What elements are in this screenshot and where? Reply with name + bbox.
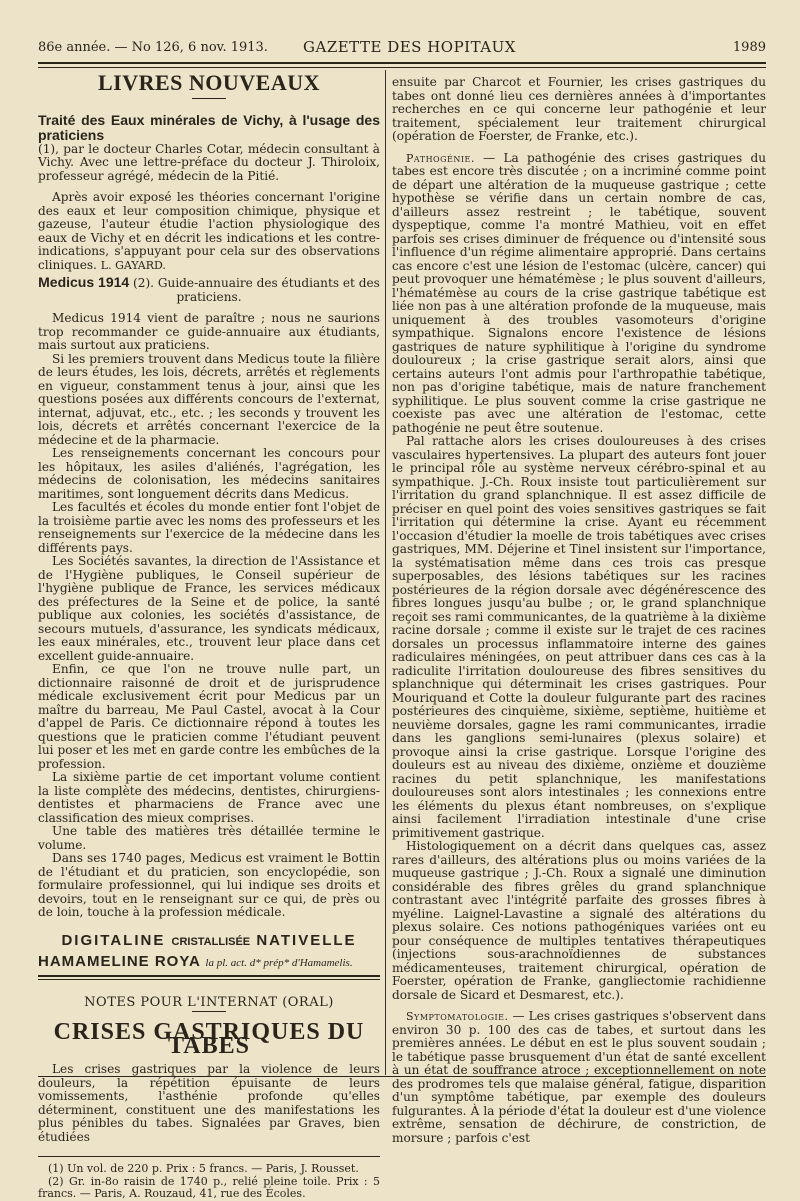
book2-review — [38, 312, 380, 920]
book2-heading: Medicus 1914 (2). Guide-annuaire des étudiants et des praticiens. — [38, 274, 380, 304]
notes-title: NOTES POUR L'INTERNAT (ORAL) — [84, 994, 334, 1010]
symptomatologie-paragraph: Symptomatologie. — Les crises gastriques s'observent dans environ 30 p. 100 des cas de tabes, et surtout dans les premières années. Le début en est le plus souvent soudain ; le tabétique passe brusquement d'un état de santé excellent à un état de souffrance atroce ; exceptionnellement on note des prodromes tels que malaise général, fatigue, disparition d'un symptôme tabétique, par exemple des douleurs fulgurantes. À la période d'état la douleur est d'une violence extrême, sensation de déchirure, de constriction, de morsure ; parfois c'est — [392, 1009, 766, 1145]
page-number: 1989 — [732, 40, 766, 55]
footnote: (2) Gr. in-8o raisin de 1740 p., relié pleine toile. Prix : 5 francs. — Paris, A. Rouzaud, 41, rue des Écoles. — [38, 1174, 380, 1200]
book2-paragraph: Les facultés et écoles du monde entier font l'objet de la troisième partie avec les noms des professeurs et les renseignements sur l'exercice de la médecine dans les différents pays. — [38, 500, 380, 555]
book2-paragraph: Enfin, ce que l'on ne trouve nulle part, un dictionnaire raisonné de droit et de jurisprudence médicale exclusivement écrit pour Medicus par un maître du barreau, Me Paul Castel, avocat à la Cour d'appel de Paris. Ce dictionnaire répond à toutes les questions que le praticien comme l'étudiant peuvent lui poser et les met en garde contre les embûches de la profession. — [38, 662, 380, 771]
article-paragraph: Histologiquement on a décrit dans quelques cas, assez rares d'ailleurs, des altérations plus ou moins variées de la muqueuse gastrique ; J.-Ch. Roux a signalé une diminution considérable des fibres grêles du grand splanchnique contrastant avec l'intégrité parfaite des grosses fibres à myéline. Laignel-Lavastine a signalé des altérations du plexus solaire. Ces notions pathogéniques variées ont eu pour conséquence de multiples tentatives thérapeutiques (injections sous-arachnoïdiennes de substances médicamenteuses, traitement chirurgical, opération de Foerster, opération de Franke, gangliectomie rachidienne dorsale de Sicard et Desmarest, etc.). — [392, 839, 766, 1002]
book1-details: (1), par le docteur Charles Cotar, médecin consultant à Vichy. Avec une lettre-préface du docteur J. Thiroloix, professeur agrégé, médecin de la Pitié. — [38, 141, 380, 183]
advertisement-hamameline: HAMAMELINE ROYA la pl. act. d* prép* d'Hamamelis. — [38, 953, 353, 970]
article-title: CRISES GASTRIQUES DU TABES — [53, 1019, 365, 1059]
book2-paragraph: Medicus 1914 vient de paraître ; nous ne saurions trop recommander ce guide-annuaire aux étudiants, mais surtout aux praticiens. — [38, 311, 380, 352]
column-divider — [385, 70, 386, 1075]
book1-review: Après avoir exposé les théories concernant l'origine des eaux et leur composition chimique, physique et gazeuse, l'auteur étudie l'action physiologique des eaux de Vichy et en décrit les indications et les contre-indications, s'appuyant pour cela sur des observations cliniques. L. GAYARD. — [38, 190, 380, 272]
reviewer-signature: L. GAYARD. — [100, 258, 166, 272]
article-paragraph: Pal rattache alors les crises douloureuses à des crises vasculaires hypertensives. La plupart des auteurs font jouer le principal rôle au système nerveux cérébro-spinal et au sympathique. J.-Ch. Roux insiste tout particulièrement sur l'irritation du grand splanchnique. Il est assez difficile de préciser en quel point des voies sensitives gastriques se fait l'irritation qui détermine la crise. Ayant eu récemment l'occasion d'étudier la moelle de trois tabétiques avec crises gastriques, MM. Déjerine et Tinel insistent sur l'importance, la systématisation même dans ces trois cas presque superposables, des lésions tabétiques sur les racines postérieures de la région dorsale avec dégénérescence des fibres longues jusqu'au bulbe ; or, le grand splanchnique reçoit ses rami communicantes, de la quatrième à la dixième racine dorsale ; comme il existe sur le trajet de ces racines dorsales un processus inflammatoire interne des gaines radiculaires méningées, on peut attribuer dans ces cas à la radiculite l'irritation douloureuse des fibres sensitives du splanchnique qui déterminait les crises gastriques. Pour Mouriquand et Cotte la douleur fulgurante part des racines postérieures des cinquième, sixième, septième, huitième et neuvième dorsales, gagne les rami communicantes, irradie dans les ganglions semi-lunaires (plexus solaire) et provoque ainsi la crise gastrique. Lorsque l'origine des douleurs est au niveau des dixième, onzième et douzième racines du petit splanchnique, les manifestations douloureuses sont alors intestinales ; les connexions entre les éléments du plexus étant nombreuses, on s'explique ainsi facilement l'irradiation intestinale d'une crise primitivement gastrique. — [392, 434, 766, 840]
footnotes — [38, 1156, 380, 1201]
left-column — [38, 70, 380, 1201]
book2-paragraph: Si les premiers trouvent dans Medicus toute la filière de leurs études, les lois, décrets, arrêtés et règlements en vigueur, constamment tenus à jour, ainsi que les questions posées aux différents concours de l'externat, internat, adjuvat, etc., etc. ; les seconds y trouvent les lois, décrets et arrêtés concernant l'exercice de la médecine et de la pharmacie. — [38, 351, 380, 447]
advertisement-digitaline: DIGITALINE CRISTALLISÉE NATIVELLE — [61, 931, 357, 949]
issue-info: 86e année. — No 126, 6 nov. 1913. — [38, 40, 268, 55]
book1-title: Traité des Eaux minérales de Vichy, à l'usage des praticiens — [38, 111, 380, 143]
article-intro: Les crises gastriques par la violence de leurs douleurs, la répétition épuisante de leurs vomissements, l'asthénie profonde qu'elles déterminent, constituent une des manifestations les plus pénibles du tabes. Signalées par Graves, bien étudiées — [38, 1062, 380, 1144]
section-title: LIVRES NOUVEAUX — [97, 70, 321, 95]
book2-paragraph: Les Sociétés savantes, la direction de l'Assistance et de l'Hygiène publiques, le Conseil supérieur de l'hygiène publique de France, les services médicaux des préfectures de la Seine et de police, la santé publique aux colonies, les sociétés d'assistance, de secours mutuels, d'assurance, les syndicats médicaux, les eaux minérales, etc., trouvent leur place dans cet excellent guide-annuaire. — [38, 554, 380, 663]
ad-rule — [38, 975, 380, 980]
pathogenie-paragraph: Pathogénie. — La pathogénie des crises gastriques du tabes est encore très discutée ; on a incriminé comme point de départ une altération de la muqueuse gastrique ; cette hypothèse se vérifie dans un certain nombre de cas, d'ailleurs assez restreint ; le tabétique, souvent dyspeptique, comme l'a montré Mathieu, voit en effet parfois ses crises diminuer de fréquence ou d'intensité sous l'influence d'un régime alimentaire approprié. Dans certains cas encore c'est une lésion de l'estomac (ulcère, cancer) qui peut provoquer une hématémèse ; le plus souvent d'ailleurs, l'hématémèse au cours de la crise gastrique tabétique est liée non pas à une altération profonde de la muqueuse, mais uniquement à des troubles vasomoteurs d'origine sympathique. Signalons encore l'existence de lésions gastriques de nature syphilitique à l'origine du syndrome douloureux ; la crise gastrique serait alors, ainsi que certains auteurs l'ont admis pour l'arthropathie tabétique, non pas d'origine tabétique, mais de nature franchement syphilitique. Le plus souvent comme la crise gastrique ne coexiste pas avec une altération de l'estomac, cette pathogénie ne peut être soutenue. — [392, 150, 766, 435]
bottom-rule — [38, 1076, 766, 1077]
journal-title: GAZETTE DES HOPITAUX — [303, 38, 516, 56]
title-rule — [192, 98, 226, 99]
header-rule — [38, 62, 766, 68]
book2-paragraph: Une table des matières très détaillée termine le volume. — [38, 824, 380, 852]
running-header — [38, 38, 766, 60]
book2-paragraph: La sixième partie de cet important volume contient la liste complète des médecins, dentistes, chirurgiens-dentistes et pharmaciens de France avec une classification des mieux comprises. — [38, 770, 380, 825]
pathogenie-heading: Pathogénie. — [406, 151, 475, 165]
right-column — [392, 76, 766, 1145]
footnote: (1) Un vol. de 220 p. Prix : 5 francs. — Paris, J. Rousset. — [48, 1162, 359, 1175]
symptomatologie-heading: Symptomatologie. — [406, 1010, 509, 1023]
notes-rule — [192, 1011, 226, 1012]
book2-paragraph: Dans ses 1740 pages, Medicus est vraiment le Bottin de l'étudiant et du praticien, son encyclopédie, son formulaire professionnel, qui lui indique ses droits et devoirs, tout en le renseignant sur ce qui, de près ou de loin, touche à la profession médicale. — [38, 851, 380, 919]
book2-paragraph: Les renseignements concernant les concours pour les hôpitaux, les asiles d'aliénés, l'agrégation, les médecins de colonisation, les médecins sanitaires maritimes, sont longuement décrits dans Medicus. — [38, 446, 380, 501]
article-continuation: ensuite par Charcot et Fournier, les crises gastriques du tabes ont donné lieu ces dernières années à d'importantes recherches en ce qui concerne leur pathogénie et leur traitement, spécialement leur traitement chirurgical (opération de Foerster, de Franke, etc.). — [392, 75, 766, 143]
